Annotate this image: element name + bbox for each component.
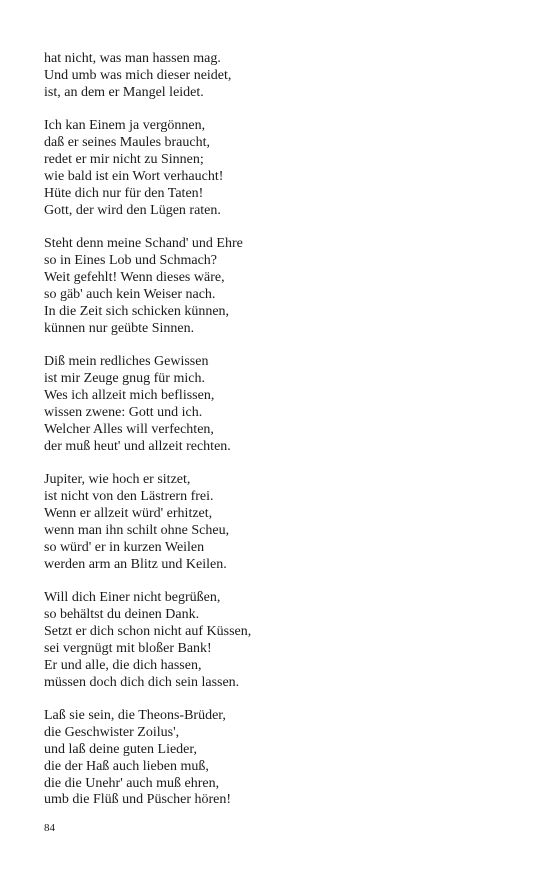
poem-line: In die Zeit sich schicken künnen, [44, 303, 230, 319]
poem-line: sei vergnügt mit bloßer Bank! [44, 640, 212, 656]
poem-line: so in Eines Lob und Schmach? [44, 253, 218, 269]
stanza [44, 354, 251, 455]
poem-line: redet er mir nicht zu Sinnen; [44, 152, 204, 168]
poem-line: so würd' er in kurzen Weilen [44, 539, 205, 555]
poem-line: die der Haß auch lieben muß, [44, 758, 209, 774]
stanza [44, 590, 251, 691]
poem-line: künnen nur geübte Sinnen. [44, 320, 195, 336]
poem-line: ist, an dem er Mangel leidet. [44, 84, 204, 100]
poem-line: Wenn er allzeit würd' erhitzet, [44, 505, 213, 521]
poem-line: Ich kan Einem ja vergönnen, [44, 118, 206, 134]
poem-line: daß er seines Maules braucht, [44, 135, 210, 151]
poem-line: Welcher Alles will verfechten, [44, 421, 214, 437]
poem-line: umb die Flüß und Püscher hören! [44, 792, 232, 808]
poem-line: Und umb was mich dieser neidet, [44, 67, 232, 83]
poem-line: Steht denn meine Schand' und Ehre [44, 236, 243, 252]
poem-line: der muß heut' und allzeit rechten. [44, 438, 231, 454]
poem-line: ist nicht von den Lästrern frei. [44, 488, 214, 504]
poem-line: Will dich Einer nicht begrüßen, [44, 589, 221, 605]
stanza [44, 472, 251, 573]
poem-line: hat nicht, was man hassen mag. [44, 51, 221, 66]
poem-line: Diß mein redliches Gewissen [44, 354, 209, 370]
poem-line: Jupiter, wie hoch er sitzet, [44, 472, 191, 488]
poem-line: wenn man ihn schilt ohne Scheu, [44, 522, 230, 538]
stanza [44, 118, 251, 219]
poem-line: ist mir Zeuge gnug für mich. [44, 371, 205, 386]
poem-line: wissen zwene: Gott und ich. [44, 404, 203, 420]
poem-line: Er und alle, die dich hassen, [44, 657, 202, 673]
poem-line: Hüte dich nur für den Taten! [44, 185, 204, 201]
poem-line: Gott, der wird den Lügen raten. [44, 202, 221, 218]
poem-line: Wes ich allzeit mich beflissen, [44, 387, 215, 403]
poem-body [44, 51, 251, 826]
poem-line: Weit gefehlt! Wenn dieses wäre, [44, 269, 225, 285]
poem-line: die Geschwister Zoilus', [44, 724, 180, 740]
poem-line: Laß sie sein, die Theons-Brüder, [44, 707, 226, 723]
poem-line: müssen doch dich dich sein lassen. [44, 674, 240, 690]
poem-line: die die Unehr' auch muß ehren, [44, 775, 220, 791]
poem-line: so gäb' auch kein Weiser nach. [44, 286, 216, 302]
stanza [44, 708, 251, 809]
poem-line: und laß deine guten Lieder, [44, 741, 197, 757]
poem-line: werden arm an Blitz und Keilen. [44, 556, 227, 572]
page-number: 84 [44, 822, 55, 834]
stanza [44, 51, 251, 102]
poem-line: Setzt er dich schon nicht auf Küssen, [44, 623, 252, 639]
poem-line: so behältst du deinen Dank. [44, 606, 200, 622]
stanza [44, 236, 251, 337]
poem-line: wie bald ist ein Wort verhaucht! [44, 168, 224, 184]
